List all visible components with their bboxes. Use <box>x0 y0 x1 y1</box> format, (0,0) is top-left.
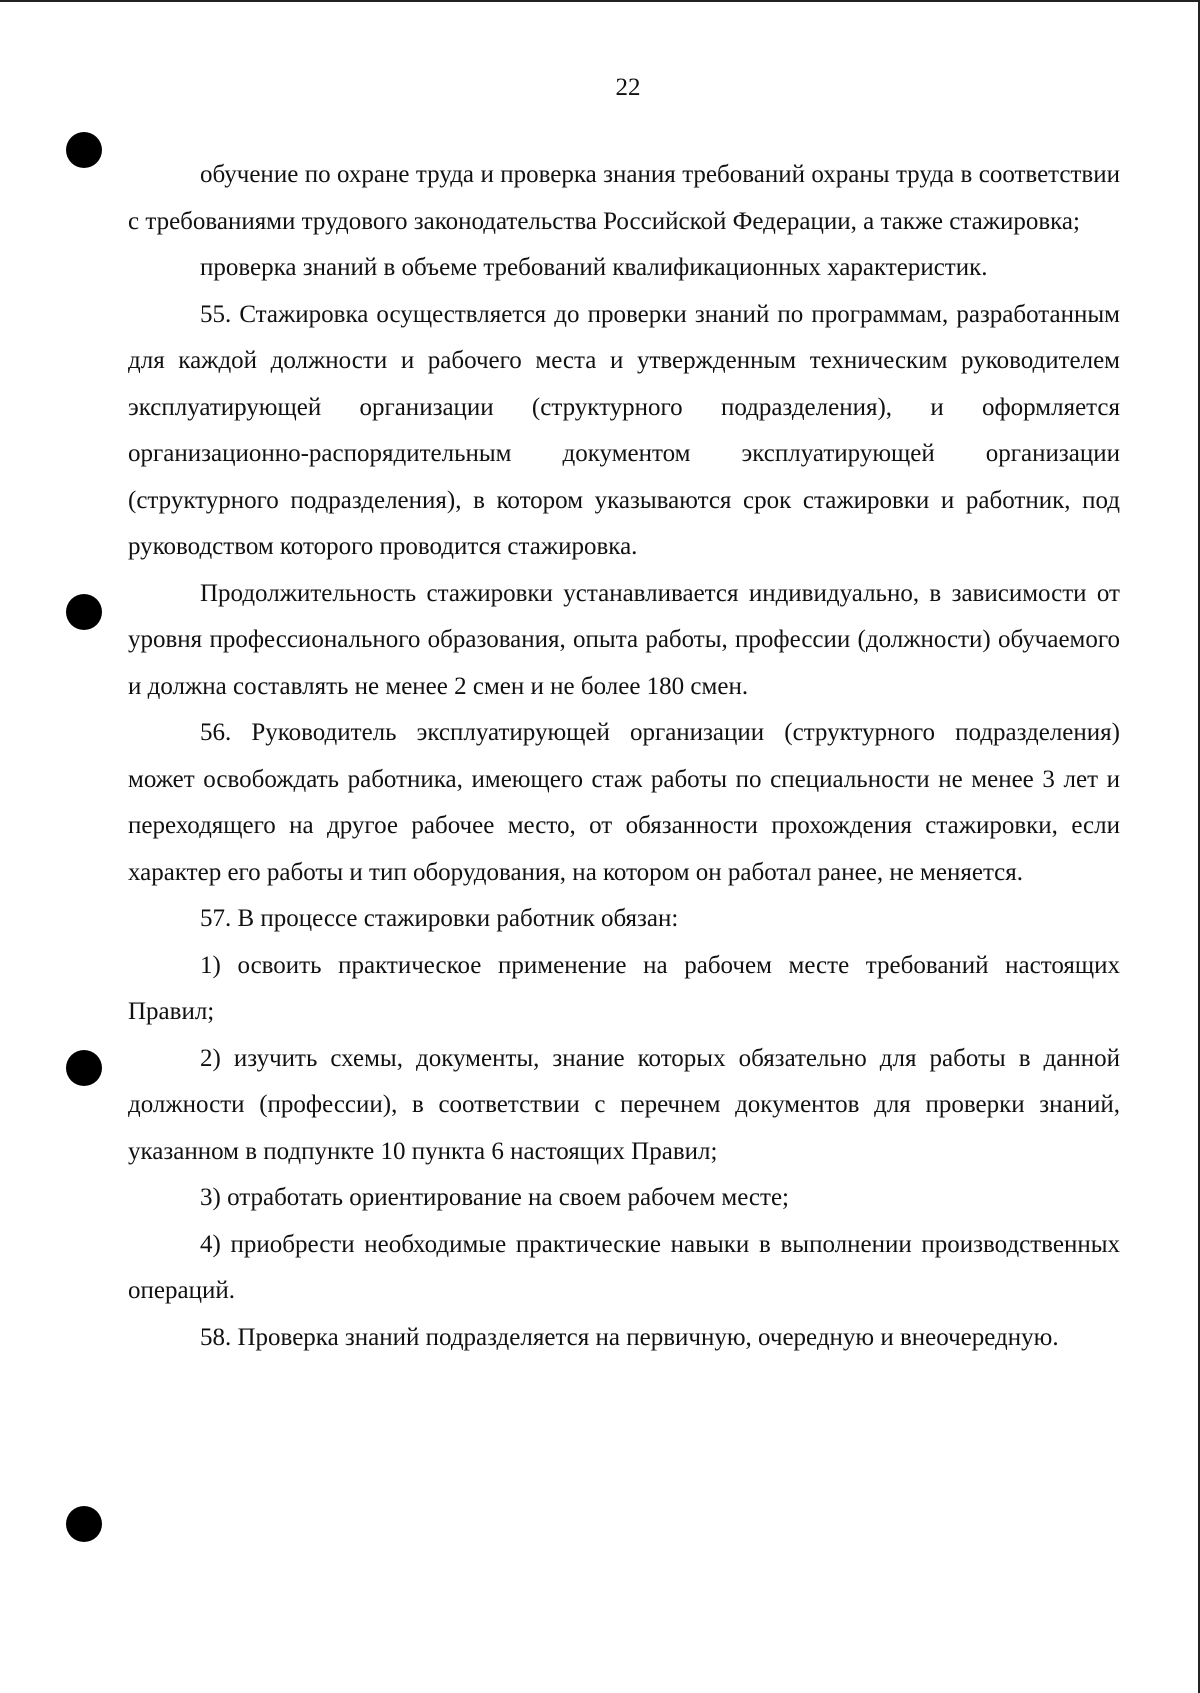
punch-hole-mark <box>66 1506 102 1542</box>
document-body <box>128 152 1120 1361</box>
paragraph-duration: Продолжительность стажировки устанавливается индивидуально, в зависимости от уровня профессионального образования, опыта работы, профессии (должности) обучаемого и должна составлять не менее 2 смен и не более 180 смен. <box>128 579 1120 700</box>
paragraph-58: 58. Проверка знаний подразделяется на первичную, очередную и внеочередную. <box>200 1323 1059 1351</box>
paragraph-55: 55. Стажировка осуществляется до проверки знаний по программам, разработанным для каждой должности и рабочего места и утвержденным техническим руководителем эксплуатирующей организации (структурного подразделения), и оформляется организационно-распорядительным документом эксплуатирующей организации (структурного подразделения), в котором указываются срок стажировки и работник, под руководством которого проводится стажировка. <box>128 300 1120 560</box>
punch-hole-mark <box>66 594 102 630</box>
list-item-4: 4) приобрести необходимые практические навыки в выполнении производственных операций. <box>128 1230 1120 1304</box>
list-item-2: 2) изучить схемы, документы, знание которых обязательно для работы в данной должности (профессии), в соответствии с перечнем документов для проверки знаний, указанном в подпункте 10 пункта 6 настоящих Правил; <box>128 1044 1120 1165</box>
paragraph-training: обучение по охране труда и проверка знания требований охраны труда в соответствии с требованиями трудового законодательства Российской Федерации, а также стажировка; <box>128 161 1120 235</box>
list-item-3: 3) отработать ориентирование на своем рабочем месте; <box>200 1184 789 1211</box>
punch-hole-mark <box>66 132 102 168</box>
page-number: 22 <box>615 74 641 101</box>
paragraph-knowledge-check: проверка знаний в объеме требований квалификационных характеристик. <box>200 254 988 281</box>
paragraph-56: 56. Руководитель эксплуатирующей организации (структурного подразделения) может освобождать работника, имеющего стаж работы по специальности не менее 3 лет и переходящего на другое рабочее место, от обязанности прохождения стажировки, если характер его работы и тип оборудования, на котором он работал ранее, не меняется. <box>128 719 1120 886</box>
punch-hole-mark <box>66 1050 102 1086</box>
paragraph-57: 57. В процессе стажировки работник обязан: <box>200 905 679 932</box>
list-item-1: 1) освоить практическое применение на рабочем месте требований настоящих Правил; <box>128 951 1120 1025</box>
